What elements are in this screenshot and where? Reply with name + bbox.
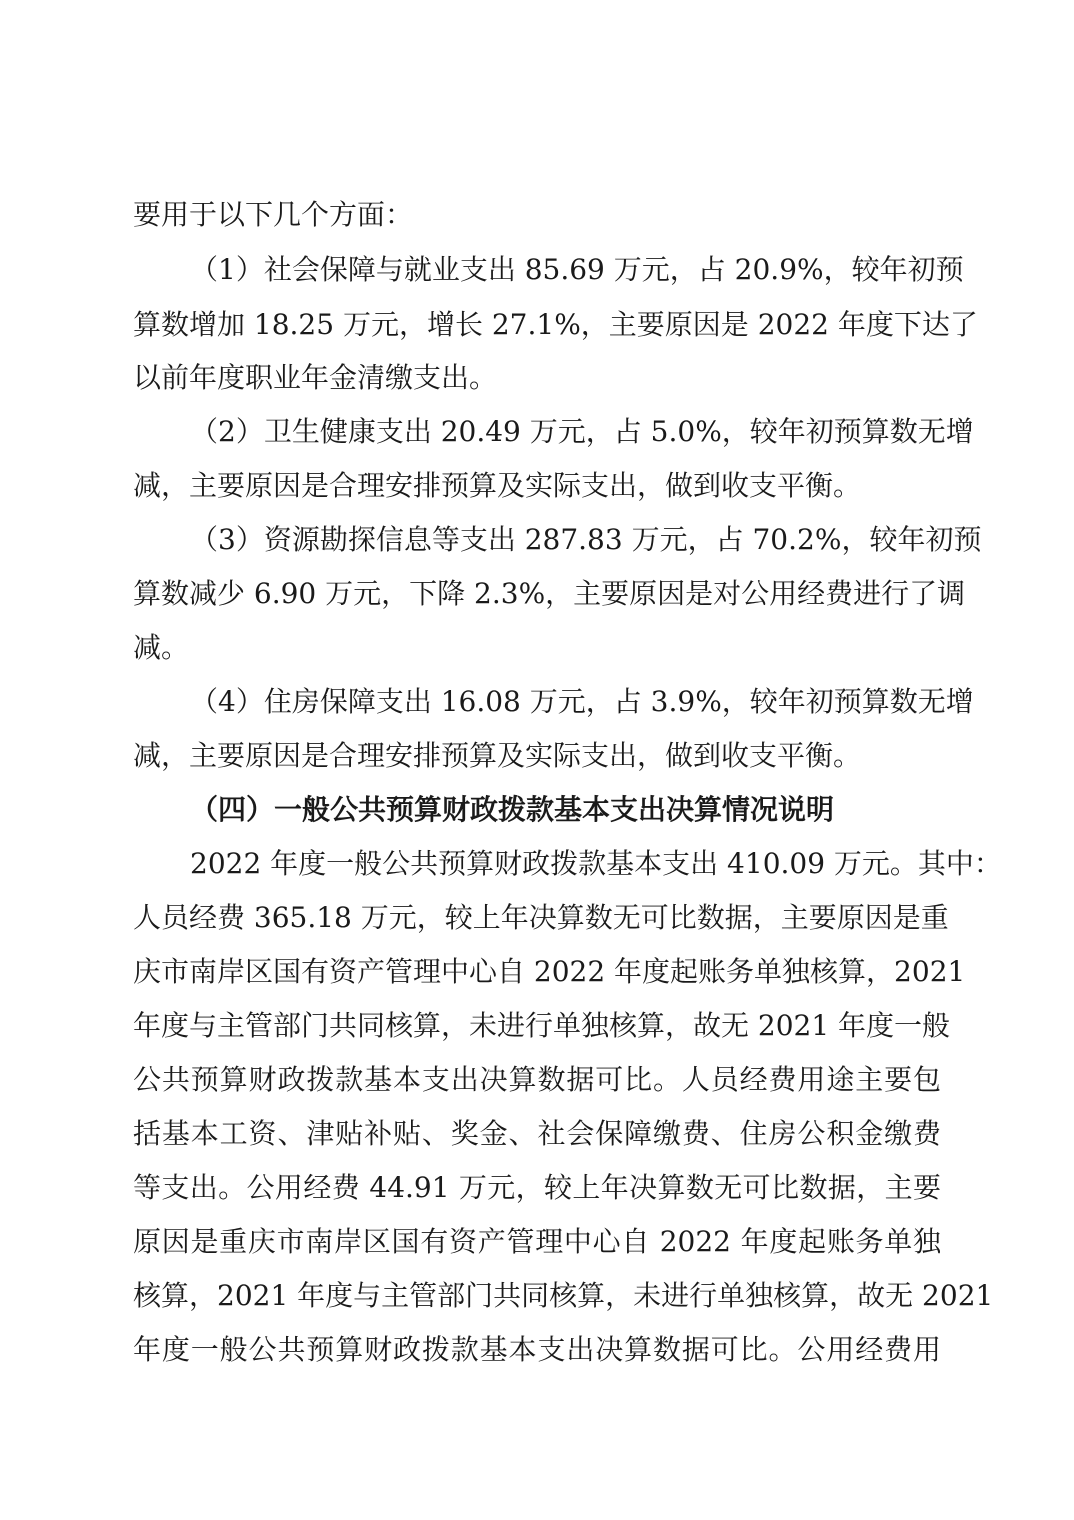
- text-line: 年度一般公共预算财政拨款基本支出决算数据可比。公用经费用: [133, 1333, 941, 1366]
- text-line: 等支出。公用经费 44.91 万元，较上年决算数无可比数据，主要: [133, 1171, 941, 1204]
- text-line: （4）住房保障支出 16.08 万元，占 3.9%，较年初预算数无增: [190, 685, 974, 718]
- text-line: 算数减少 6.90 万元，下降 2.3%，主要原因是对公用经费进行了调: [133, 577, 966, 610]
- text-line: （1）社会保障与就业支出 85.69 万元，占 20.9%，较年初预: [190, 253, 964, 286]
- text-line: 原因是重庆市南岸区国有资产管理中心自 2022 年度起账务单独: [133, 1225, 941, 1258]
- text-line: 公共预算财政拨款基本支出决算数据可比。人员经费用途主要包: [133, 1063, 941, 1096]
- text-line: 要用于以下几个方面：: [133, 198, 414, 231]
- text-line: 年度与主管部门共同核算，未进行单独核算，故无 2021 年度一般: [133, 1009, 951, 1042]
- text-line: 括基本工资、津贴补贴、奖金、社会保障缴费、住房公积金缴费: [133, 1117, 941, 1150]
- text-line: （2）卫生健康支出 20.49 万元，占 5.0%，较年初预算数无增: [190, 415, 974, 448]
- text-line: （3）资源勘探信息等支出 287.83 万元，占 70.2%，较年初预: [190, 523, 982, 556]
- section-heading: （四）一般公共预算财政拨款基本支出决算情况说明: [190, 793, 835, 826]
- text-line: 算数增加 18.25 万元，增长 27.1%，主要原因是 2022 年度下达了: [133, 308, 978, 341]
- text-line: 人员经费 365.18 万元，较上年决算数无可比数据，主要原因是重: [133, 901, 949, 934]
- text-line: 2022 年度一般公共预算财政拨款基本支出 410.09 万元。其中：: [190, 847, 1002, 880]
- text-line: 减，主要原因是合理安排预算及实际支出，做到收支平衡。: [133, 469, 862, 502]
- text-line: 核算，2021 年度与主管部门共同核算，未进行单独核算，故无 2021: [133, 1279, 994, 1312]
- text-line: 减。: [133, 631, 190, 664]
- text-line: 庆市南岸区国有资产管理中心自 2022 年度起账务单独核算，2021: [133, 955, 966, 988]
- text-line: 以前年度职业年金清缴支出。: [133, 361, 498, 394]
- text-line: 减，主要原因是合理安排预算及实际支出，做到收支平衡。: [133, 739, 862, 772]
